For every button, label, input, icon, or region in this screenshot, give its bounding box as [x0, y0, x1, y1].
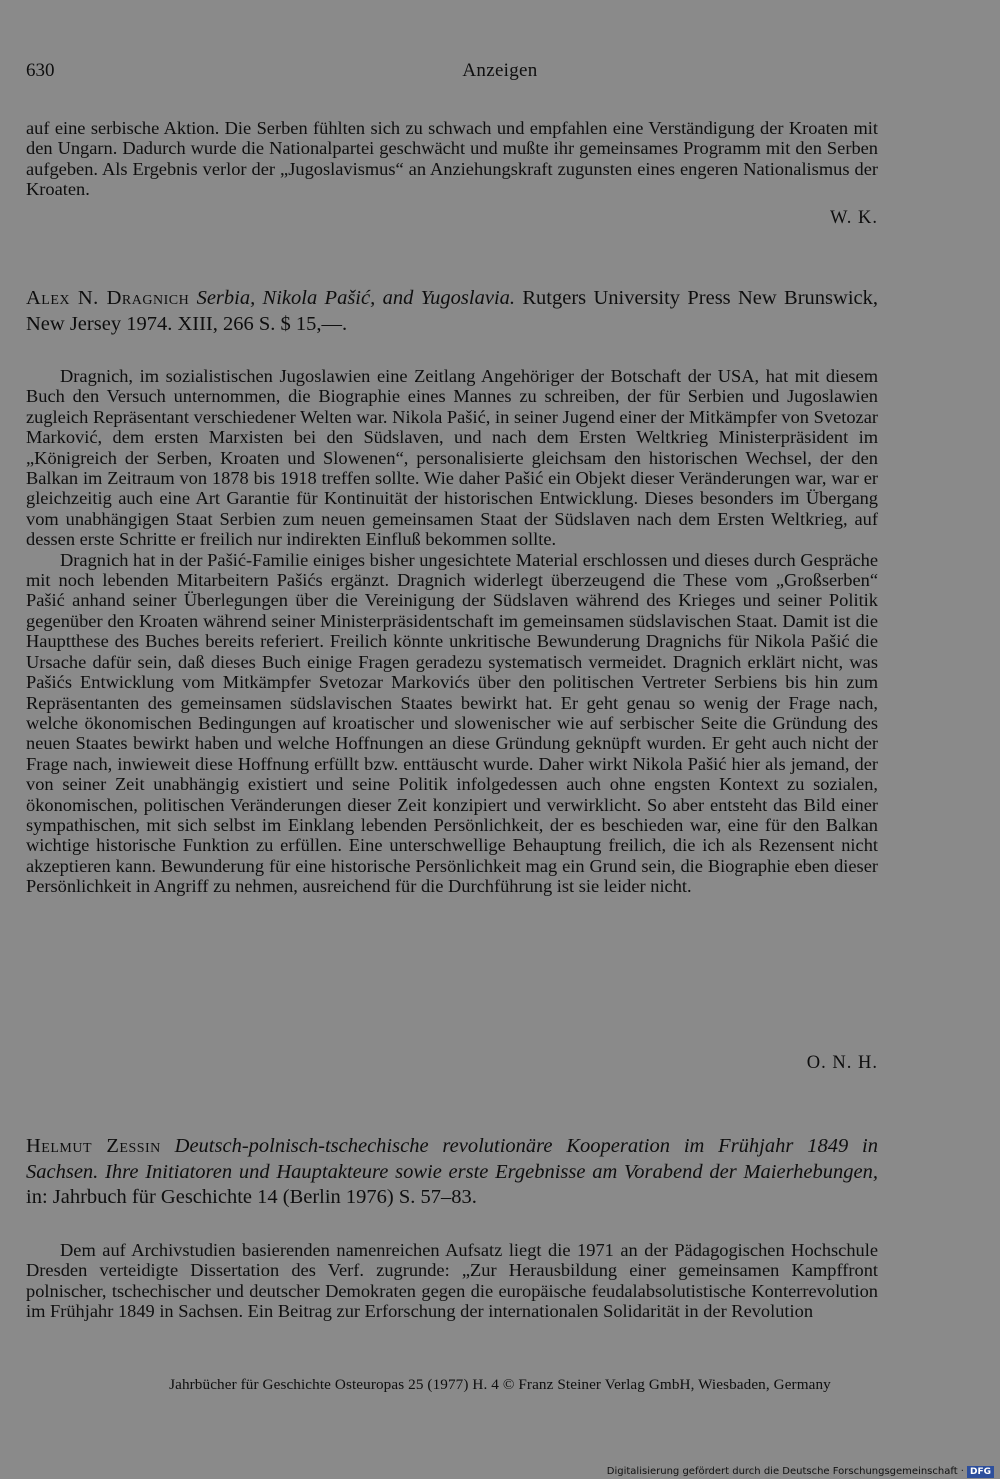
- review-entry-dragnich: [26, 286, 878, 337]
- journal-imprint: Jahrbücher für Geschichte Osteuropas 25 (1977) H. 4 © Franz Steiner Verlag GmbH, Wiesbaden, Germany: [169, 1376, 831, 1393]
- dfg-logo-icon: DFG: [967, 1466, 994, 1478]
- review-paragraph: Dragnich hat in der Pašić-Familie einiges bisher ungesichtete Material erschlossen und dieses durch Gespräche mit noch lebenden Mitarbeitern Pašićs ergänzt. Dragnich widerlegt überzeugend die These vom „Großserben“ Pašić anhand seiner Überlegungen über die Vereinigung der Südslaven während des Krieges und seiner Politik gegenüber den Kroaten während seiner Ministerpräsidentschaft im gemeinsamen südslavischen Staat. Damit ist die Hauptthese des Buches bereits referiert. Freilich könnte unkritische Bewunderung Dragnichs für Nikola Pašić die Ursache dafür sein, daß dieses Buch einige Fragen geradezu systematisch vermeidet. Dragnich erklärt nicht, was Pašićs Entwicklung vom Mitkämpfer Svetozar Markovićs über den politischen Vertreter Serbiens bis hin zum Repräsentanten des gemeinsamen südslavischen Staates bewirkt hat. Er geht genau so wenig der Frage nach, welche ökonomischen Bedingungen auf kroatischer und slowenischer wie auf serbischer Seite die Gründung des neuen Staates bewirkt haben und welche Hoffnungen an diese Gründung geknüpft wurden. Er geht auch nicht der Frage nach, inwieweit diese Hoffnung erfüllt bzw. enttäuscht wurde. Daher wirkt Nikola Pašić hier als jemand, der von seiner Zeit unabhängig existiert und seine Politik infolgedessen auch ohne engsten Kontext zu sozialen, ökonomischen, politischen Veränderungen dieser Zeit konzipiert und verwirklicht. So aber entsteht das Bild einer sympathischen, mit sich selbst im Einklang lebenden Persönlichkeit, der es beschieden war, eine für den Balkan wichtige historische Funktion zu erfüllen. Eine unterschwellige Behauptung freilich, die ich als Rezensent nicht akzeptieren kann. Bewunderung für eine historische Persönlichkeit mag ein Grund sein, die Biographie eben dieser Persönlichkeit in Angriff zu nehmen, ausreichend für die Durchführung ist sie leider nicht.: [26, 549, 878, 897]
- bibliographic-entry: [26, 286, 878, 337]
- entry-title: Serbia, Nikola Pašić, and Yugoslavia.: [196, 287, 516, 309]
- continued-paragraph: auf eine serbische Aktion. Die Serben fühlten sich zu schwach und empfahlen eine Verständigung der Kroaten mit den Ungarn. Dadurch wurde die Nationalpartei geschwächt und mußte ihr gemeinsames Programm mit den Serben aufgeben. Als Ergebnis verlor der „Jugoslavismus“ an Anziehungskraft zugunsten eines engeren Nationalismus der Kroaten.: [26, 118, 878, 200]
- entry-title: Deutsch-polnisch-tschechische revolutionäre Kooperation im Frühjahr 1849 in Sachsen. Ihre Initiatoren und Hauptakteure sowie erste Ergebnisse am Vorabend der Maierhebungen,: [26, 1135, 879, 1183]
- review-paragraph: Dragnich, im sozialistischen Jugoslawien eine Zeitlang Angehöriger der Botschaft der USA, hat mit diesem Buch den Versuch unternommen, die Biographie eines Mannes zu schreiben, der für Serbien und Jugoslawien zugleich Repräsentant verschiedener Welten war. Nikola Pašić, in seiner Jugend einer der Mitkämpfer von Svetozar Marković, dem ersten Marxisten bei den Südslaven, und nach dem Ersten Weltkrieg Ministerpräsident im „Königreich der Serben, Kroaten und Slowenen“, personalisierte gleichsam den historischen Wechsel, der den Balkan im Zeitraum von 1878 bis 1918 treffen sollte. Wie daher Pašić ein Objekt dieser Veränderungen war, war er gleichzeitig auch eine Art Garantie für Kontinuität der historischen Entwicklung. Dieses besonders im Übergang vom unabhängigen Staat Serbien zum neuen gemeinsamen Staat der Südslaven nach dem Ersten Weltkrieg, auf dessen erste Schritte er freilich nur indirekten Einfluß bekommen sollte.: [26, 366, 878, 550]
- digitization-note: [607, 1465, 994, 1478]
- page-number: 630: [26, 60, 55, 81]
- digitization-text: Digitalisierung gefördert durch die Deutsche Forschungsgemeinschaft ·: [606, 1466, 964, 1477]
- continued-review: [26, 118, 878, 200]
- reviewer-initials-onh: O. N. H.: [806, 1053, 878, 1073]
- running-head: Anzeigen: [462, 60, 538, 81]
- entry-author: Helmut Zessin: [26, 1135, 161, 1157]
- entry-publication: Rutgers University Press New Brunswick, New Jersey 1974. XIII, 266 S. $ 15,—.: [26, 287, 878, 335]
- review-body-dragnich: [26, 366, 878, 897]
- review-paragraph: Dem auf Archivstudien basierenden namenreichen Aufsatz liegt die 1971 an der Pädagogischen Hochschule Dresden verteidigte Dissertation des Verf. zugrunde: „Zur Herausbildung einer gemeinsamen Kampffront polnischer, tschechischer und deutscher Demokraten gegen die europäische feudalabsolutistische Konterrevolution im Frühjahr 1849 in Sachsen. Ein Beitrag zur Erforschung der internationalen Solidarität in der Revolution: [26, 1240, 878, 1322]
- entry-author: Alex N. Dragnich: [26, 287, 190, 309]
- bibliographic-entry: [26, 1134, 878, 1211]
- review-body-zessin: [26, 1240, 878, 1322]
- review-entry-zessin: [26, 1134, 878, 1211]
- reviewer-initials-wk: W. K.: [830, 208, 878, 228]
- entry-publication: in: Jahrbuch für Geschichte 14 (Berlin 1976) S. 57–83.: [26, 1186, 477, 1208]
